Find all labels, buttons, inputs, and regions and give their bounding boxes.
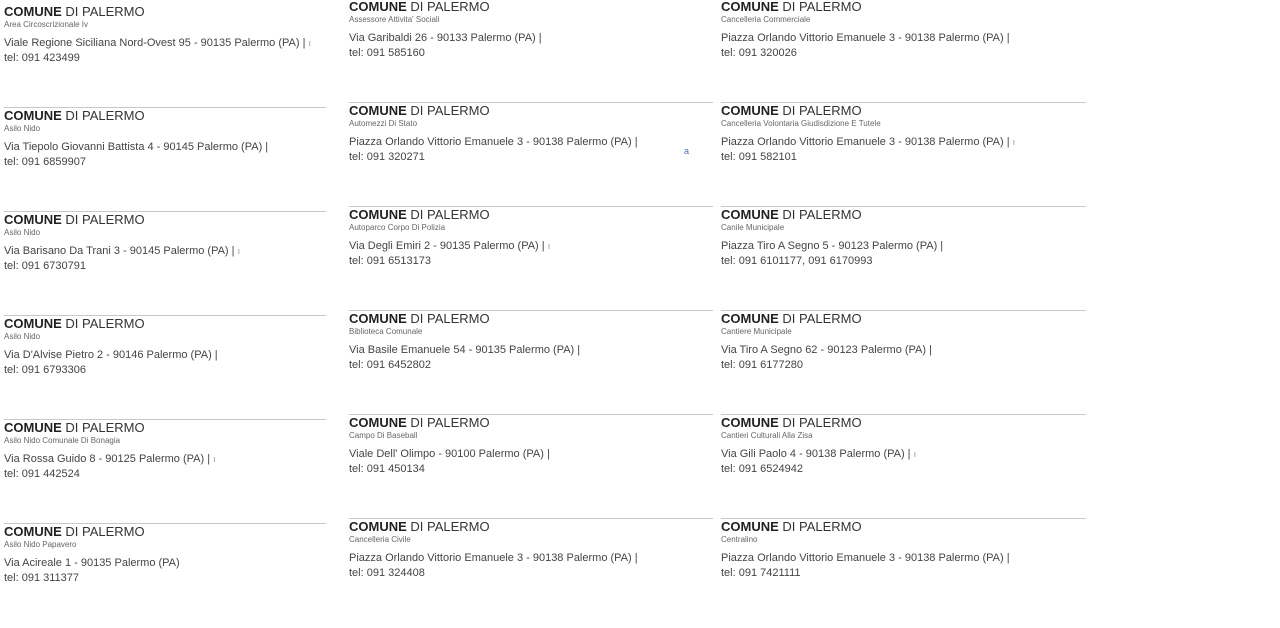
entry-address-text: Via Basile Emanuele 54 - 90135 Palermo (PA) | (349, 344, 581, 356)
entry-category: Cantiere Municipale (721, 327, 792, 336)
entry-brand[interactable]: COMUNE (721, 311, 779, 326)
entry-city[interactable]: DI PALERMO (410, 311, 490, 326)
entry-address-text: Via Gili Paolo 4 - 90138 Palermo (PA) | (721, 448, 911, 460)
entry-phone: tel: 091 6513173 (349, 255, 431, 267)
entry-address (721, 447, 1086, 462)
listing-entry[interactable] (721, 0, 1086, 103)
entry-truncated-marker: ı (1012, 137, 1016, 147)
entry-title[interactable] (349, 311, 713, 327)
listing-entry[interactable] (721, 415, 1086, 519)
entry-address (349, 135, 713, 150)
entry-address (4, 36, 326, 51)
stray-glyph: a (684, 146, 690, 156)
listing-entry[interactable] (721, 311, 1086, 415)
listing-entry[interactable] (4, 4, 326, 108)
entry-address-text: Viale Dell' Olimpo - 90100 Palermo (PA) | (349, 448, 550, 460)
entry-category: Automezzi Di Stato (349, 119, 418, 128)
entry-category: Asilo Nido Comunale Di Bonagia (4, 436, 121, 445)
entry-address (349, 447, 713, 462)
entry-address (4, 348, 326, 363)
entry-phone: tel: 091 450134 (349, 463, 425, 475)
listing-entry[interactable] (4, 316, 326, 420)
listing-entry[interactable] (721, 519, 1086, 623)
entry-title[interactable] (349, 519, 713, 535)
entry-category: Cantieri Culturali Alla Zisa (721, 431, 813, 440)
entry-title[interactable] (4, 420, 326, 436)
entry-address-text: Via Rossa Guido 8 - 90125 Palermo (PA) | (4, 453, 211, 465)
entry-brand[interactable]: COMUNE (721, 207, 779, 222)
entry-phone: tel: 091 7421111 (721, 567, 801, 579)
entry-category: Canile Municipale (721, 223, 785, 232)
entry-category: Asilo Nido Papavero (4, 540, 77, 549)
entry-address (721, 135, 1086, 150)
entry-address (721, 239, 1086, 254)
entry-truncated-marker: ı (237, 246, 241, 256)
entry-brand[interactable]: COMUNE (349, 103, 407, 118)
entry-title[interactable] (721, 207, 1086, 223)
entry-city[interactable]: DI PALERMO (65, 524, 145, 539)
entry-address-text: Via D'Alvise Pietro 2 - 90146 Palermo (PA) | (4, 349, 218, 361)
entry-city[interactable]: DI PALERMO (782, 207, 862, 222)
entry-phone: tel: 091 311377 (4, 572, 80, 584)
entry-city[interactable]: DI PALERMO (782, 0, 862, 14)
entry-truncated-marker: ı (913, 449, 917, 459)
entry-phone: tel: 091 6524942 (721, 463, 803, 475)
entry-phone: tel: 091 585160 (349, 47, 425, 59)
entry-category: Asilo Nido (4, 124, 41, 133)
entry-brand[interactable]: COMUNE (721, 415, 779, 430)
entry-address (349, 343, 713, 358)
entry-phone: tel: 091 6452802 (349, 359, 431, 371)
entry-category: Campo Di Baseball (349, 431, 418, 440)
entry-city[interactable]: DI PALERMO (410, 415, 490, 430)
listing-entry[interactable] (349, 103, 713, 207)
entry-title[interactable] (349, 207, 713, 223)
entry-brand[interactable]: COMUNE (4, 108, 62, 123)
entry-category: Cancelleria Civile (349, 535, 411, 544)
entry-truncated-marker: ı (547, 241, 551, 251)
listing-entry[interactable] (721, 103, 1086, 207)
entry-address (4, 556, 326, 571)
entry-category: Cancelleria Volontaria Giudisdizione E Tutele (721, 119, 881, 128)
listing-column-3 (721, 0, 1086, 623)
entry-category: Autoparco Corpo Di Polizia (349, 223, 446, 232)
entry-title[interactable] (721, 519, 1086, 535)
entry-title[interactable] (4, 4, 326, 20)
entry-brand[interactable]: COMUNE (349, 415, 407, 430)
entry-address (349, 551, 713, 566)
entry-address-text: Piazza Orlando Vittorio Emanuele 3 - 90138 Palermo (PA) | (721, 136, 1010, 148)
entry-brand[interactable]: COMUNE (721, 0, 779, 14)
listing-entry[interactable] (349, 415, 713, 519)
entry-address-text: Piazza Orlando Vittorio Emanuele 3 - 90138 Palermo (PA) | (349, 552, 638, 564)
entry-brand[interactable]: COMUNE (349, 311, 407, 326)
entry-title[interactable] (349, 415, 713, 431)
entry-phone: tel: 091 423499 (4, 52, 80, 64)
entry-phone: tel: 091 582101 (721, 151, 797, 163)
entry-address-text: Piazza Tiro A Segno 5 - 90123 Palermo (PA) | (721, 240, 944, 252)
listing-entry[interactable] (4, 524, 326, 628)
entry-city[interactable]: DI PALERMO (65, 108, 145, 123)
listing-entry[interactable] (721, 207, 1086, 311)
entry-address-text: Piazza Orlando Vittorio Emanuele 3 - 90138 Palermo (PA) | (721, 32, 1010, 44)
entry-city[interactable]: DI PALERMO (410, 207, 490, 222)
entry-city[interactable]: DI PALERMO (65, 4, 145, 19)
entry-city[interactable]: DI PALERMO (782, 415, 862, 430)
entry-city[interactable]: DI PALERMO (65, 212, 145, 227)
entry-address-text: Via Tiepolo Giovanni Battista 4 - 90145 Palermo (PA) | (4, 141, 269, 153)
listing-entry[interactable] (4, 212, 326, 316)
entry-city[interactable]: DI PALERMO (782, 103, 862, 118)
entry-address-text: Via Acireale 1 - 90135 Palermo (PA) (4, 557, 180, 569)
entry-phone: tel: 091 442524 (4, 468, 80, 480)
entry-address-text: Via Tiro A Segno 62 - 90123 Palermo (PA) | (721, 344, 932, 356)
entry-brand[interactable]: COMUNE (4, 316, 62, 331)
entry-truncated-marker: ı (213, 454, 216, 464)
entry-category: Biblioteca Comunale (349, 327, 423, 336)
listing-column-1 (4, 4, 326, 628)
listing-entry[interactable] (4, 108, 326, 212)
entry-phone: tel: 091 324408 (349, 567, 425, 579)
entry-title[interactable] (721, 415, 1086, 431)
entry-address-text: Via Garibaldi 26 - 90133 Palermo (PA) | (349, 32, 542, 44)
listing-entry[interactable] (4, 420, 326, 524)
entry-brand[interactable]: COMUNE (4, 212, 62, 227)
entry-address (721, 343, 1086, 358)
entry-truncated-marker: ı (308, 38, 312, 48)
entry-brand[interactable]: COMUNE (721, 519, 779, 534)
listing-entry[interactable] (349, 207, 713, 311)
entry-address (721, 31, 1086, 46)
entry-address (349, 239, 713, 254)
entry-city[interactable]: DI PALERMO (410, 0, 490, 14)
entry-title[interactable] (721, 311, 1086, 327)
entry-category: Cancelleria Commerciale (721, 15, 811, 24)
entry-address (4, 244, 326, 259)
entry-city[interactable]: DI PALERMO (782, 519, 862, 534)
entry-title[interactable] (349, 0, 713, 15)
entry-brand[interactable]: COMUNE (4, 4, 62, 19)
entry-title[interactable] (721, 103, 1086, 119)
entry-phone: tel: 091 320026 (721, 47, 797, 59)
entry-brand[interactable]: COMUNE (4, 524, 62, 539)
entry-phone: tel: 091 6859907 (4, 156, 86, 168)
entry-phone: tel: 091 6177280 (721, 359, 803, 371)
entry-category: Centralino (721, 535, 758, 544)
entry-category: Asilo Nido (4, 228, 41, 237)
listing-column-2 (349, 0, 713, 623)
entry-city[interactable]: DI PALERMO (65, 316, 145, 331)
entry-address-text: Piazza Orlando Vittorio Emanuele 3 - 90138 Palermo (PA) | (721, 552, 1010, 564)
entry-address (4, 140, 326, 155)
entry-brand[interactable]: COMUNE (349, 519, 407, 534)
entry-brand[interactable]: COMUNE (4, 420, 62, 435)
entry-title[interactable] (4, 316, 326, 332)
entry-title[interactable] (4, 212, 326, 228)
listing-entry[interactable] (349, 0, 713, 103)
entry-brand[interactable]: COMUNE (349, 0, 407, 14)
entry-category: Asilo Nido (4, 332, 41, 341)
entry-phone: tel: 091 6101177, 091 6170993 (721, 255, 873, 267)
entry-address-text: Piazza Orlando Vittorio Emanuele 3 - 90138 Palermo (PA) | (349, 136, 638, 148)
entry-category: Assessore Attivita' Sociali (349, 15, 440, 24)
entry-phone: tel: 091 320271 (349, 151, 425, 163)
entry-city[interactable]: DI PALERMO (410, 519, 490, 534)
entry-title[interactable] (4, 524, 326, 540)
entry-title[interactable] (721, 0, 1086, 15)
listing-entry[interactable] (349, 311, 713, 415)
entry-address-text: Viale Regione Siciliana Nord-Ovest 95 - 90135 Palermo (PA) | (4, 37, 306, 49)
entry-address (4, 452, 326, 467)
entry-category: Area Circoscrizionale Iv (4, 20, 89, 29)
entry-phone: tel: 091 6730791 (4, 260, 86, 272)
entry-address (721, 551, 1086, 566)
entry-city[interactable]: DI PALERMO (782, 311, 862, 326)
entry-title[interactable] (349, 103, 713, 119)
entry-city[interactable]: DI PALERMO (410, 103, 490, 118)
entry-city[interactable]: DI PALERMO (65, 420, 145, 435)
entry-address (349, 31, 713, 46)
listing-entry[interactable] (349, 519, 713, 623)
entry-brand[interactable]: COMUNE (721, 103, 779, 118)
entry-title[interactable] (4, 108, 326, 124)
entry-address-text: Via Degli Emiri 2 - 90135 Palermo (PA) | (349, 240, 545, 252)
entry-phone: tel: 091 6793306 (4, 364, 86, 376)
entry-brand[interactable]: COMUNE (349, 207, 407, 222)
entry-address-text: Via Barisano Da Trani 3 - 90145 Palermo (PA) | (4, 245, 235, 257)
